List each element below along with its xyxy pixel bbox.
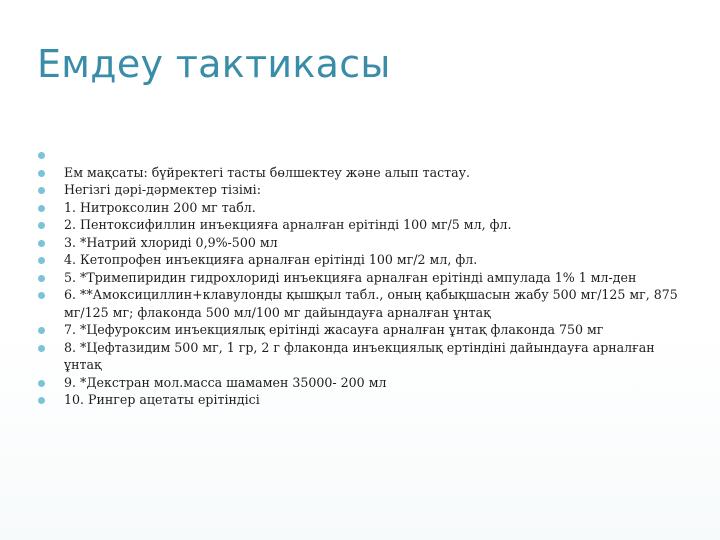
list-item-text: 8. *Цефтазидим 500 мг, 1 гр, 2 г флаконда инъекциялық ертіндіні дайындауға арналған ұнтақ (64, 339, 655, 372)
list-item (38, 164, 688, 182)
list-item (38, 269, 688, 287)
bullet-icon (38, 345, 45, 352)
list-item-text: 6. **Амоксициллин+клавулонды қышқыл табл., оның қабықшасын жабу 500 мг/125 мг, 875 мг/125 мг; флаконда 500 мл/100 мг дайындауға арналған ұнтақ (64, 287, 678, 320)
bullet-icon (38, 327, 45, 334)
list-item (38, 146, 688, 164)
bullet-icon (38, 222, 45, 229)
bullet-icon (38, 397, 45, 404)
list-item (38, 251, 688, 269)
list-item-text: 5. *Тримепиридин гидрохлориді инъекцияға арналған ерітінді ампулада 1% 1 мл-ден (64, 269, 637, 285)
list-item (38, 374, 688, 392)
list-item-text: 9. *Декстран мол.масса шамамен 35000- 200 мл (64, 374, 387, 390)
list-item-text: 2. Пентоксифиллин инъекцияға арналған ерітінді 100 мг/5 мл, фл. (64, 217, 512, 232)
list-item (38, 181, 688, 199)
list-item (38, 391, 688, 409)
bullet-icon (38, 292, 45, 299)
list-item (38, 286, 688, 321)
list-item (38, 234, 688, 252)
bullet-icon (38, 205, 45, 212)
slide-title: Емдеу тактикасы (37, 42, 391, 86)
list-item (38, 339, 688, 374)
bullet-icon (38, 170, 45, 177)
bullet-list (38, 146, 688, 409)
bullet-icon (38, 187, 45, 194)
list-item (38, 199, 688, 217)
list-item (38, 321, 688, 339)
list-item-text: 10. Рингер ацетаты ерітіндісі (64, 392, 260, 407)
list-item-text: Ем мақсаты: бүйректегі тасты бөлшектеу және алып тастау. (64, 164, 471, 180)
list-item-text: Негізгі дәрі-дәрмектер тізімі: (64, 182, 261, 197)
bullet-icon (38, 152, 45, 159)
bullet-icon (38, 275, 45, 282)
list-item (38, 216, 688, 234)
bullet-icon (38, 257, 45, 264)
list-item-text: 3. *Натрий хлориді 0,9%-500 мл (64, 234, 278, 250)
list-item-text: 7. *Цефуроксим инъекциялық ерітінді жасауға арналған ұнтақ флаконда 750 мг (64, 322, 604, 337)
list-item-text: 1. Нитроксолин 200 мг табл. (64, 199, 256, 215)
bullet-icon (38, 380, 45, 387)
bullet-icon (38, 240, 45, 247)
list-item-text: 4. Кетопрофен инъекцияға арналған ерітінді 100 мг/2 мл, фл. (64, 252, 478, 267)
